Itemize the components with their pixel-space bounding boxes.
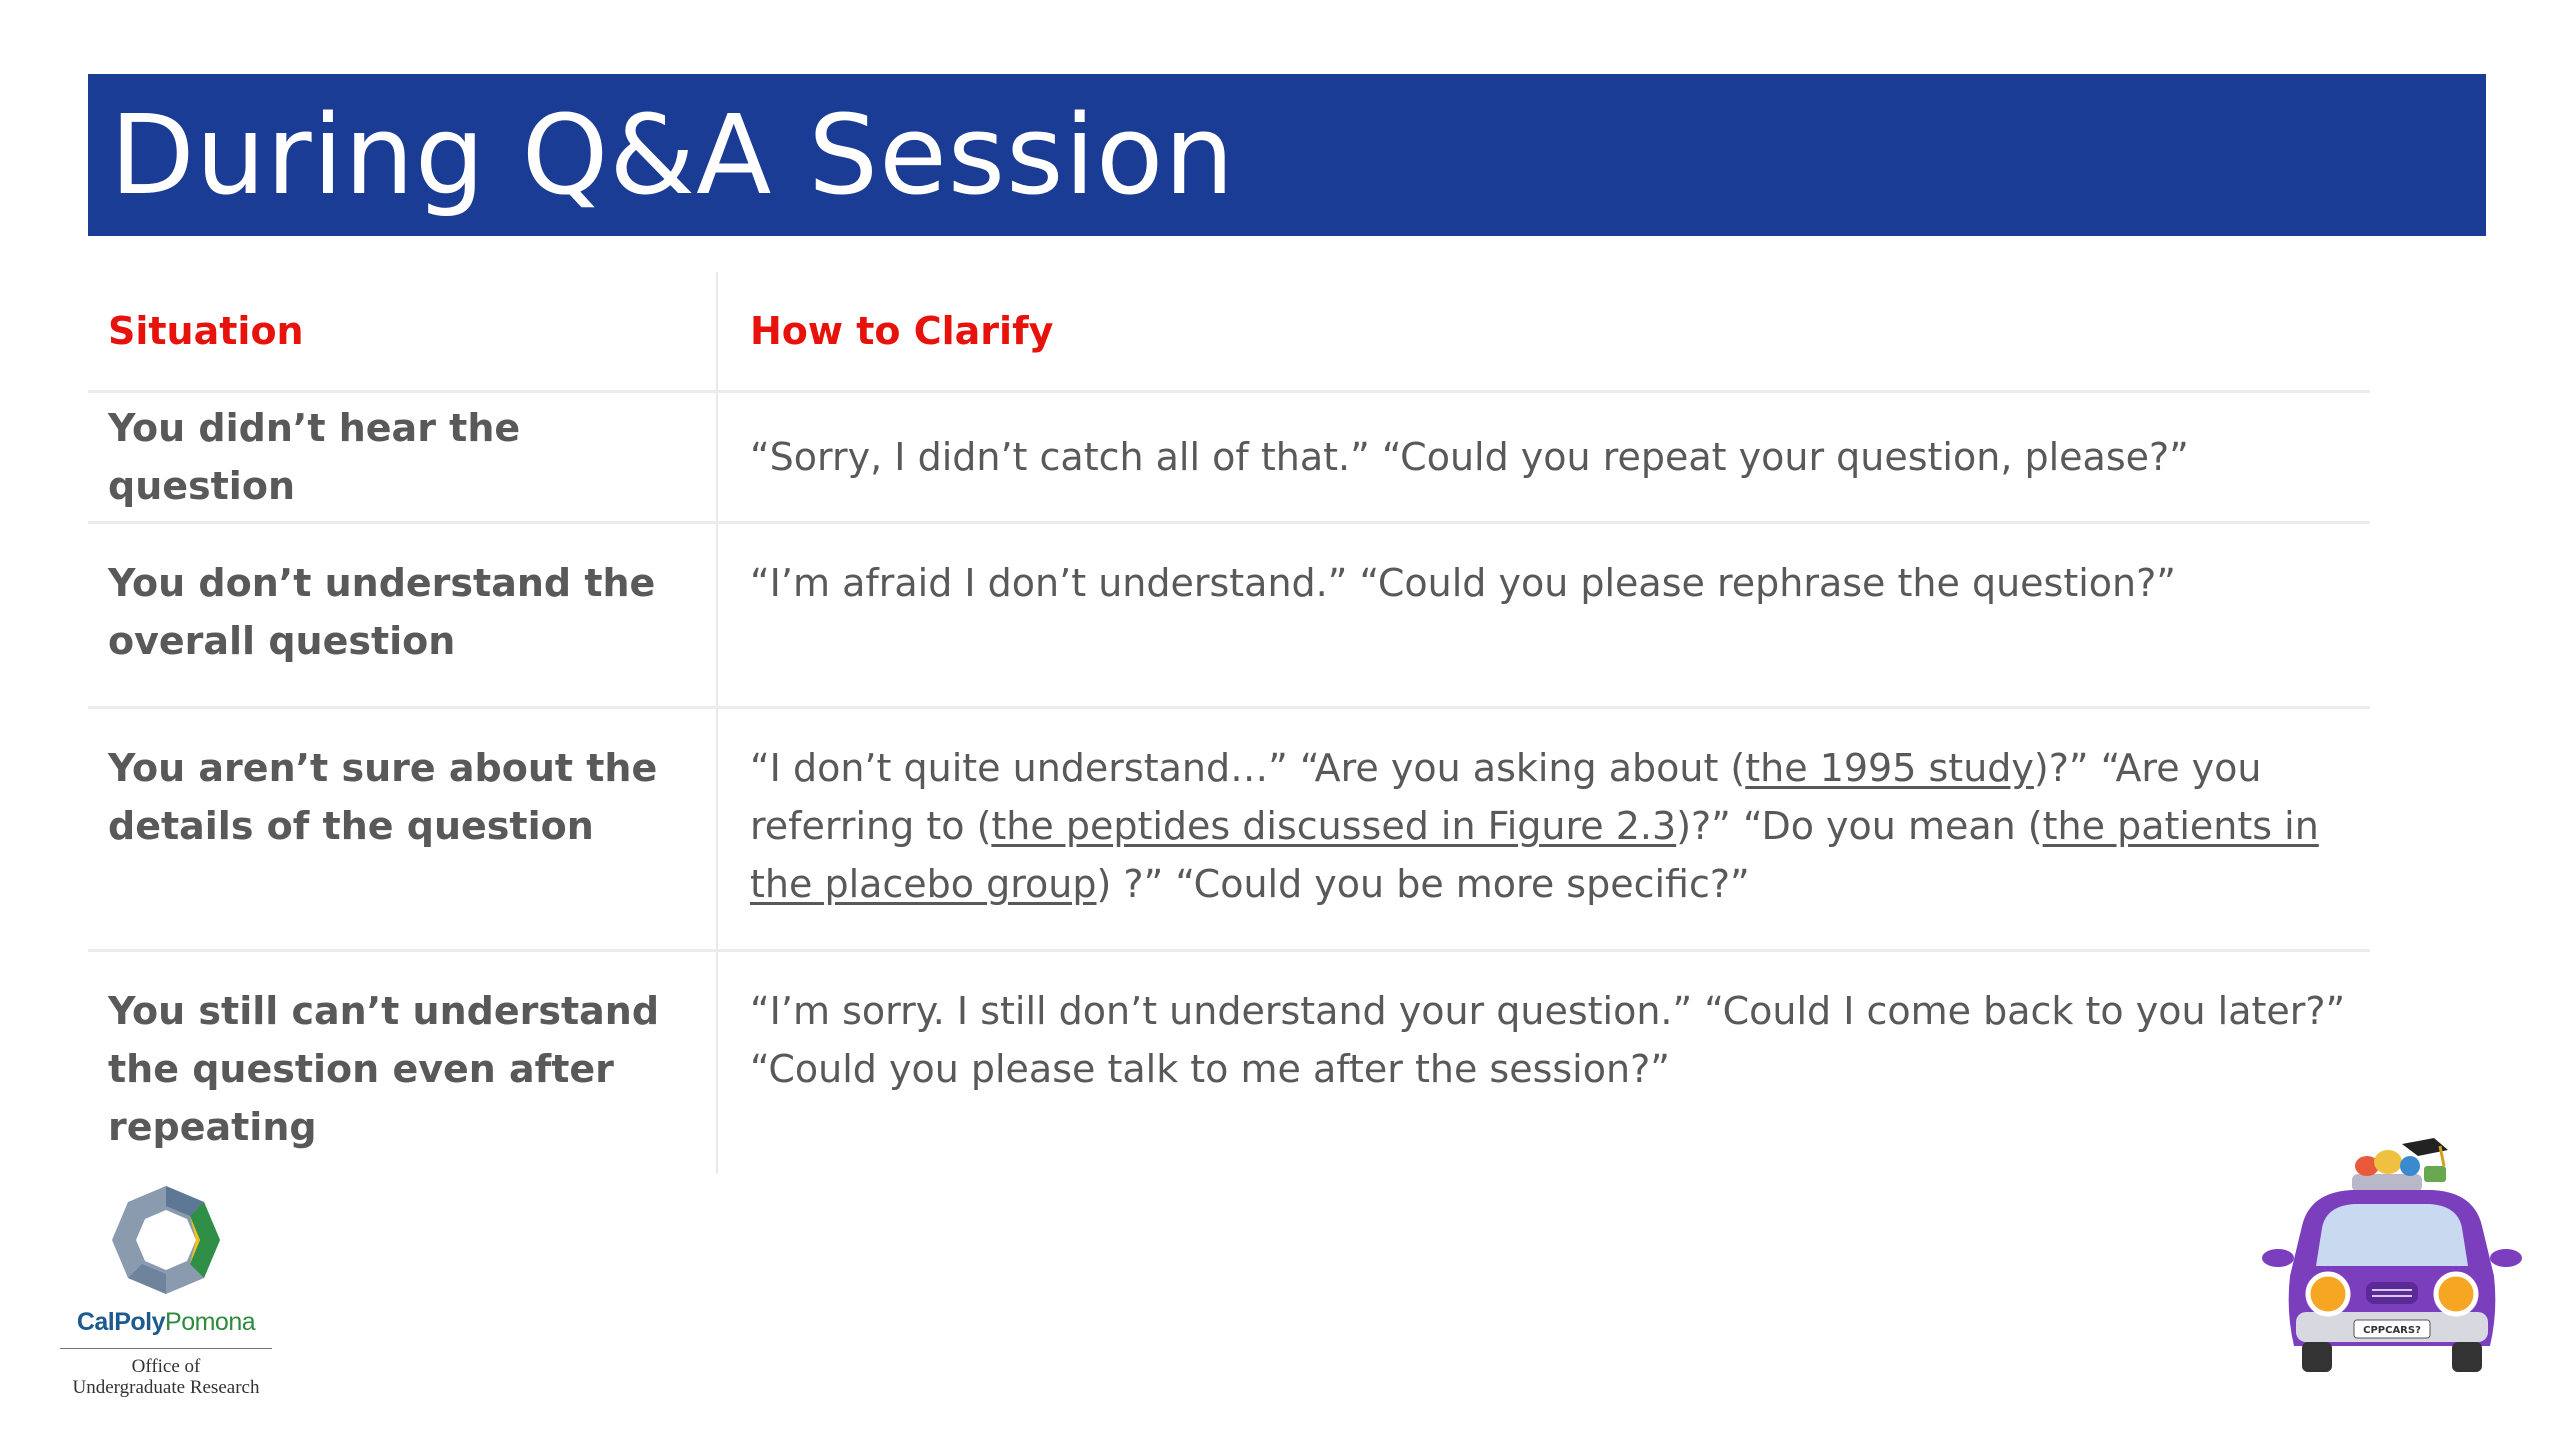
situation-cell: You still can’t understand the question even after repeating (88, 951, 717, 1175)
slide-title: During Q&A Session (110, 91, 1235, 219)
logo-office-text (46, 1356, 286, 1398)
office-line-1: Office of (131, 1356, 201, 1377)
license-plate: CPPCARS? (2363, 1325, 2421, 1336)
office-line-2: Undergraduate Research (72, 1377, 260, 1398)
clarify-text: ) ?” “Could you be more specific?” (1096, 862, 1750, 906)
example-patients-link: the patients in the placebo group (750, 804, 2319, 906)
table-row (88, 708, 2370, 951)
brand-pomona: Pomona (165, 1308, 256, 1336)
logo-divider (60, 1348, 272, 1349)
clarify-cell (717, 951, 2370, 1175)
header-how-to-clarify: How to Clarify (750, 309, 1054, 353)
octagon-logo-icon (106, 1180, 226, 1300)
situation-cell: You didn’t hear the question (88, 392, 717, 523)
purple-car-icon (2262, 1136, 2522, 1406)
situation-cell: You aren’t sure about the details of the question (88, 708, 717, 951)
example-peptides-link: the peptides discussed in Figure 2.3 (991, 804, 1677, 848)
logo-brand-text (46, 1308, 286, 1337)
clarify-cell (717, 523, 2370, 708)
table-row (88, 392, 2370, 523)
header-situation: Situation (88, 272, 717, 392)
example-study-link: the 1995 study (1745, 746, 2034, 790)
brand-calpoly: CalPoly (76, 1308, 166, 1336)
table-row (88, 951, 2370, 1175)
clarify-text: “I don’t quite understand…” “Are you asking about ( (750, 746, 1746, 790)
clarify-text: )?” “Do you mean ( (1676, 804, 2043, 848)
clarify-cell (717, 392, 2370, 523)
clarify-text: “I’m sorry. I still don’t understand your question.” “Could I come back to you later?” “Could you please talk to me after the session?” (750, 989, 2346, 1091)
table-header-row (88, 272, 2370, 392)
clarify-text: “I’m afraid I don’t understand.” “Could you please rephrase the question?” (750, 561, 2176, 605)
title-bar (88, 74, 2486, 236)
cpp-logo (46, 1180, 286, 1400)
clarify-text: “Sorry, I didn’t catch all of that.” “Could you repeat your question, please?” (750, 435, 2189, 479)
clarify-text: )?” “Are you referring to ( (750, 746, 2262, 848)
table-row (88, 523, 2370, 708)
clarify-cell (717, 708, 2370, 951)
situation-cell: You don’t understand the overall question (88, 523, 717, 708)
clarify-table (88, 272, 2370, 1174)
